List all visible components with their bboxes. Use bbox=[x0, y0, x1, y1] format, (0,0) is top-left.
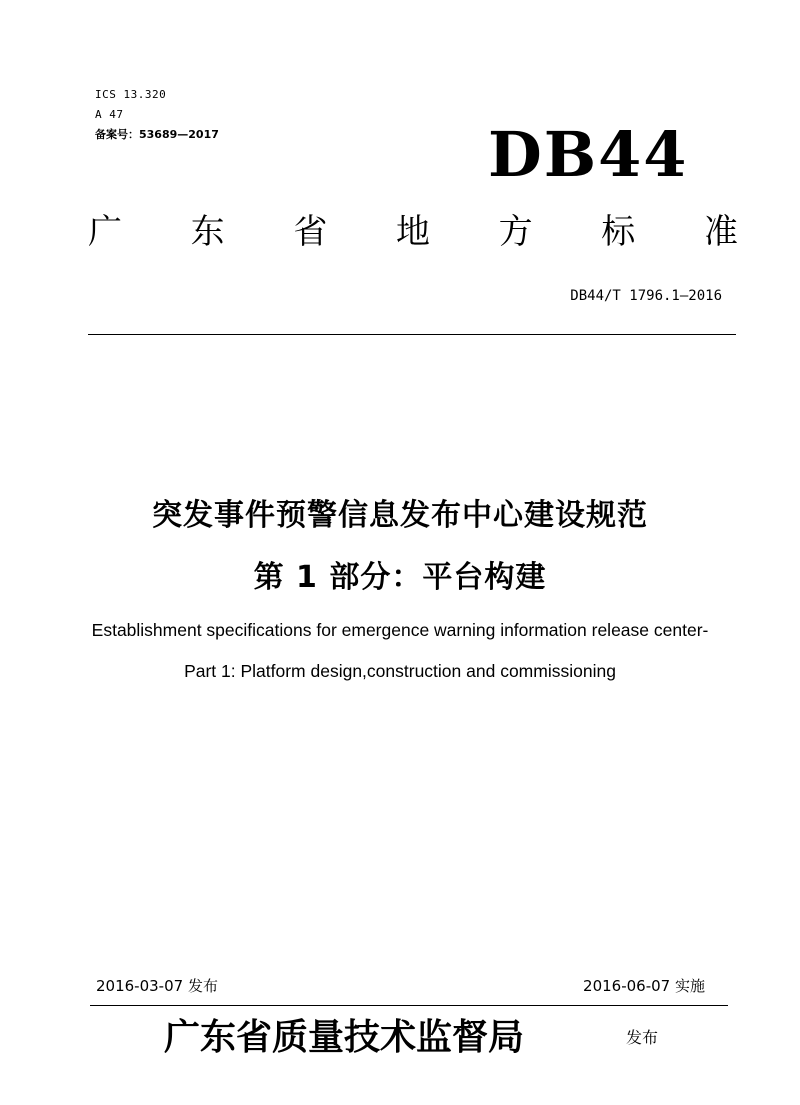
ics-code: ICS 13.320 bbox=[95, 88, 167, 101]
standard-type-char: 标 bbox=[601, 212, 636, 252]
english-title-line-2: Part 1: Platform design,construction and commissioning bbox=[184, 661, 616, 681]
standard-type-heading bbox=[88, 210, 738, 254]
standard-type-char: 省 bbox=[293, 212, 328, 252]
issuing-label: 发布 bbox=[626, 1028, 659, 1047]
record-number: 备案号：53689—2017 bbox=[95, 128, 219, 141]
db44-logo: DB44 bbox=[488, 118, 689, 191]
implementation-date: 2016-06-07 实施 bbox=[583, 977, 705, 995]
standard-type-char: 广 bbox=[88, 212, 122, 252]
chinese-title: 突发事件预警信息发布中心建设规范 bbox=[152, 498, 648, 533]
issue-date: 2016-03-07 发布 bbox=[96, 977, 218, 995]
standard-type-char: 准 bbox=[703, 212, 738, 252]
standard-type-char: 方 bbox=[498, 212, 533, 252]
ccs-code: A 47 bbox=[95, 108, 124, 121]
standard-type-char: 东 bbox=[190, 212, 225, 252]
standard-code: DB44/T 1796.1—2016 bbox=[570, 288, 722, 304]
top-divider bbox=[88, 334, 736, 335]
chinese-part-title: 第 1 部分：平台构建 bbox=[253, 560, 547, 595]
bottom-divider bbox=[90, 1005, 728, 1006]
issuing-authority: 广东省质量技术监督局 bbox=[164, 1016, 525, 1058]
standard-type-char: 地 bbox=[395, 212, 430, 252]
english-title-line-1: Establishment specifications for emergence warning information release center- bbox=[91, 620, 709, 640]
